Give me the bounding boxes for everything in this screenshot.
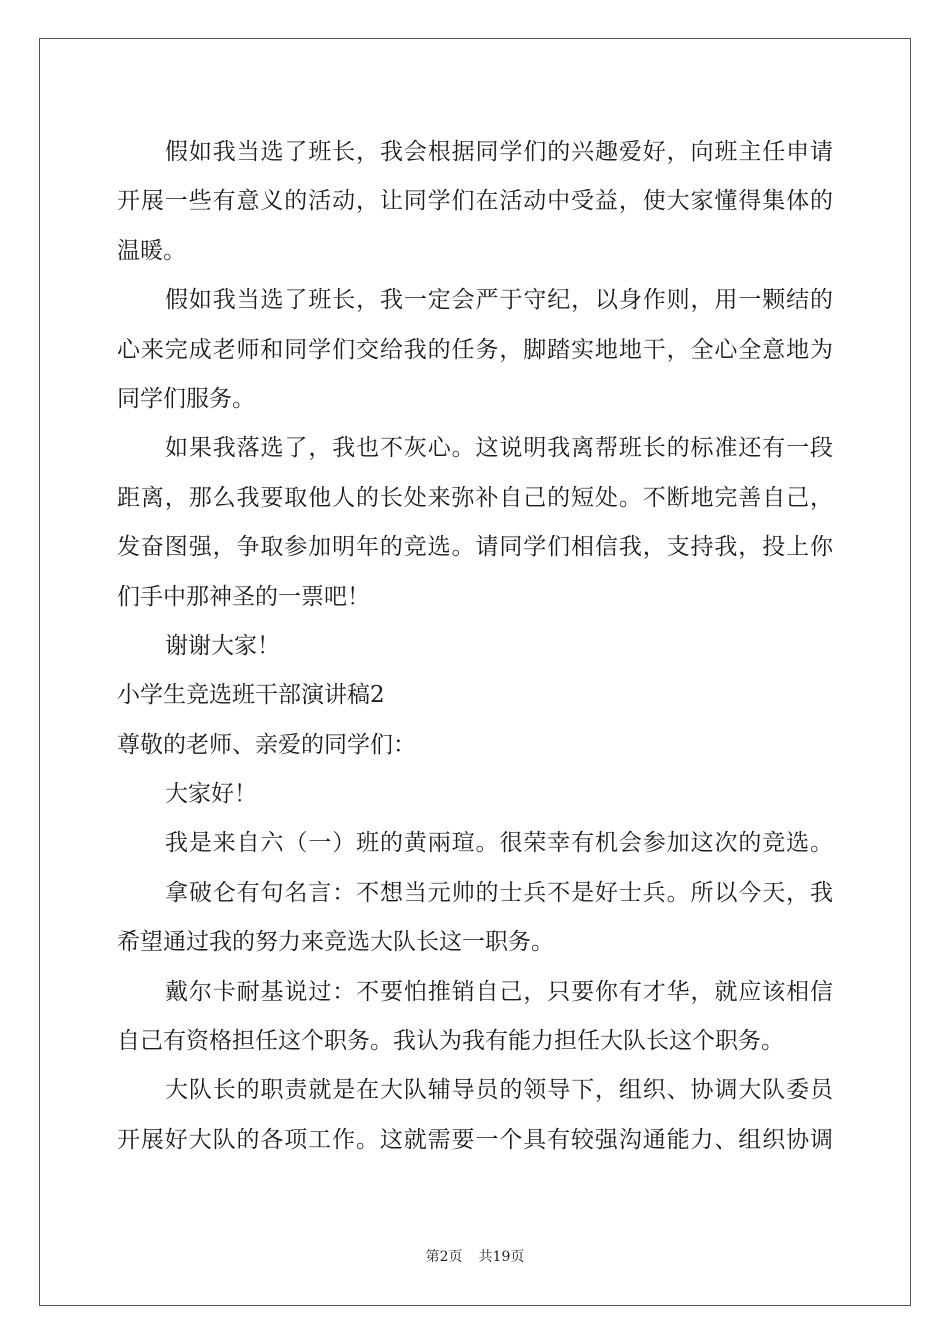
text-line: 开展一些有意义的活动，让同学们在活动中受益，使大家懂得集体的 xyxy=(117,188,833,215)
text-line: 戴尔卡耐基说过：不要怕推销自己，只要你有才华，就应该相信 xyxy=(165,978,833,1005)
text-line: 小学生竞选班干部演讲稿2 xyxy=(117,682,385,709)
text-line: 自己有资格担任这个职务。我认为我有能力担任大队长这个职务。 xyxy=(117,1028,784,1055)
text-line: 谢谢大家！ xyxy=(165,632,280,659)
text-line: 我是来自六（一）班的黄兩瑄。很荣幸有机会参加这次的竞选。 xyxy=(165,830,833,857)
text-line: 大家好！ xyxy=(165,781,257,808)
text-line: 如果我落选了，我也不灰心。这说明我离帮班长的标准还有一段 xyxy=(165,435,833,462)
text-line: 距离，那么我要取他人的长处来弥补自己的短处。不断地完善自己， xyxy=(117,484,833,511)
text-line: 大队长的职责就是在大队辅导员的领导下，组织、协调大队委员 xyxy=(165,1077,833,1104)
text-line: 温暖。 xyxy=(117,237,186,264)
document-body xyxy=(117,128,833,1165)
text-line: 希望通过我的努力来竞选大队长这一职务。 xyxy=(117,929,554,956)
text-line: 开展好大队的各项工作。这就需要一个具有较强沟通能力、组织协调 xyxy=(117,1126,833,1153)
text-line: 们手中那神圣的一票吧！ xyxy=(117,583,370,610)
page-number: 第2页 xyxy=(425,1249,463,1265)
text-line: 拿破仑有句名言：不想当元帅的士兵不是好士兵。所以今天，我 xyxy=(165,879,833,906)
page-total: 共19页 xyxy=(478,1249,525,1265)
text-line: 心来完成老师和同学们交给我的任务，脚踏实地地干，全心全意地为 xyxy=(117,336,833,363)
text-line: 同学们服务。 xyxy=(117,385,255,412)
text-line: 假如我当选了班长，我一定会严于守纪，以身作则，用一颗结的 xyxy=(165,287,833,314)
text-line: 假如我当选了班长，我会根据同学们的兴趣爱好，向班主任申请 xyxy=(165,139,833,165)
text-line: 尊敬的老师、亲爱的同学们： xyxy=(117,731,416,758)
text-line: 发奋图强，争取参加明年的竞选。请同学们相信我，支持我，投上你 xyxy=(117,534,833,561)
page-footer xyxy=(0,1246,950,1266)
